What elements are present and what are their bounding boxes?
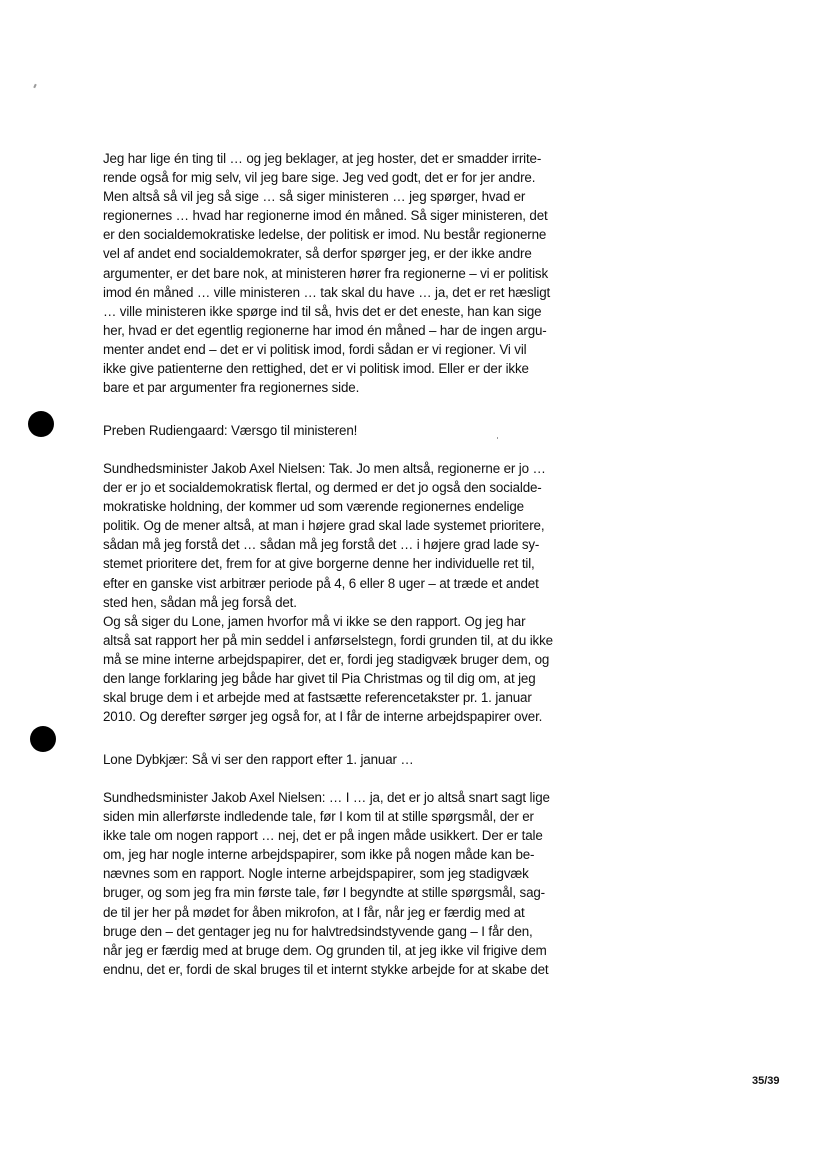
text-line: regionernes … hvad har regionerne imod én måned. Så siger ministeren, det <box>103 208 548 224</box>
scan-speck <box>33 84 37 88</box>
text-line: siden min allerførste indledende tale, før I kom til at stille spørgsmål, der er <box>103 809 534 825</box>
text-line: sted hen, sådan må jeg forså det. <box>103 594 297 610</box>
punch-hole-mark <box>30 726 56 752</box>
text-line: Jeg har lige én ting til … og jeg beklager, at jeg hoster, det er smadder irrite- <box>103 151 542 166</box>
paragraph-minister-reply-2 <box>103 788 593 979</box>
text-line: sådan må jeg forstå det … sådan må jeg forstå det … i højere grad lade sy- <box>103 537 540 553</box>
text-line: ikke tale om nogen rapport … nej, det er på ingen måde usikkert. Der er tale <box>103 828 543 844</box>
paragraph-speaker-preben <box>103 421 593 440</box>
text-line: må se mine interne arbejdspapirer, det er, fordi jeg stadigvæk bruger dem, og <box>103 651 550 667</box>
text-line: Lone Dybkjær: Så vi ser den rapport efter 1. januar … <box>103 752 414 767</box>
text-line: Sundhedsminister Jakob Axel Nielsen: … I … ja, det er jo altså snart sagt lige <box>103 790 550 805</box>
text-line: … ville ministeren ikke spørge ind til så, hvis det er det eneste, han kan sige <box>103 303 542 319</box>
text-line: her, hvad er det egentlig regionerne har imod én måned – har de ingen argu- <box>103 322 547 338</box>
text-line: skal bruge dem i et arbejde med at fastsætte referencetakster pr. 1. januar <box>103 690 532 706</box>
text-line: den lange forklaring jeg både har givet til Pia Christmas og til dig om, at jeg <box>103 671 536 687</box>
text-line: 2010. Og derefter sørger jeg også for, at I får de interne arbejdspapirer over. <box>103 709 543 725</box>
paragraph-1 <box>103 149 593 397</box>
text-line: efter en ganske vist arbitrær periode på 4, 6 eller 8 uger – at træde et andet <box>103 575 539 591</box>
text-line: rende også for mig selv, vil jeg bare sige. Jeg ved godt, det er for jer andre. <box>103 170 536 186</box>
text-line: nævnes som en rapport. Nogle interne arbejdspapirer, som jeg stadigvæk <box>103 866 529 882</box>
paragraph-minister-reply-1 <box>103 459 593 726</box>
text-line: Men altså så vil jeg så sige … så siger ministeren … jeg spørger, hvad er <box>103 189 526 205</box>
punch-hole-mark <box>28 411 54 437</box>
text-line: når jeg er færdig med at bruge dem. Og grunden til, at jeg ikke vil frigive dem <box>103 942 547 958</box>
text-line: de til jer her på mødet for åben mikrofon, at I får, når jeg er færdig med at <box>103 904 525 920</box>
paragraph-speaker-lone <box>103 750 593 769</box>
text-line: stemet prioritere det, frem for at give borgerne denne her individuelle ret til, <box>103 556 535 572</box>
text-line: altså sat rapport her på min seddel i anførselstegn, fordi grunden til, at du ikke <box>103 632 553 648</box>
text-line: menter andet end – det er vi politisk imod, fordi sådan er vi regioner. Vi vil <box>103 341 527 357</box>
text-line: om, jeg har nogle interne arbejdspapirer, som ikke på nogen måde kan be- <box>103 847 535 863</box>
text-line: er den socialdemokratiske ledelse, der politisk er imod. Nu består regionerne <box>103 227 547 243</box>
text-line: bare et par argumenter fra regionernes side. <box>103 380 360 396</box>
text-line: Sundhedsminister Jakob Axel Nielsen: Tak. Jo men altså, regionerne er jo … <box>103 461 546 476</box>
text-line: vel af andet end socialdemokrater, så derfor spørger jeg, er der ikke andre <box>103 246 532 262</box>
text-line: Preben Rudiengaard: Værsgo til ministeren! <box>103 423 358 438</box>
text-line: Og så siger du Lone, jamen hvorfor må vi ikke se den rapport. Og jeg har <box>103 613 526 629</box>
text-line: endnu, det er, fordi de skal bruges til et internt stykke arbejde for at skabe det <box>103 961 549 977</box>
page-number: 35/39 <box>752 1075 780 1087</box>
text-line: politik. Og de mener altså, at man i højere grad skal lade systemet prioritere, <box>103 518 545 534</box>
text-line: argumenter, er det bare nok, at ministeren hører fra regionerne – vi er politisk <box>103 265 548 281</box>
text-line: der er jo et socialdemokratisk flertal, og dermed er det jo også den socialde- <box>103 480 542 496</box>
text-line: imod én måned … ville ministeren … tak skal du have … ja, det er ret hæsligt <box>103 284 551 300</box>
text-line: ikke give patienterne den rettighed, det er vi politisk imod. Eller er der ikke <box>103 361 529 377</box>
text-line: mokratiske holdning, der kommer ud som værende regionernes endelige <box>103 499 524 515</box>
text-line: bruge den – det gentager jeg nu for halvtredsindstyvende gang – I får den, <box>103 923 533 939</box>
text-line: bruger, og som jeg fra min første tale, før I begyndte at stille spørgsmål, sag- <box>103 885 545 901</box>
